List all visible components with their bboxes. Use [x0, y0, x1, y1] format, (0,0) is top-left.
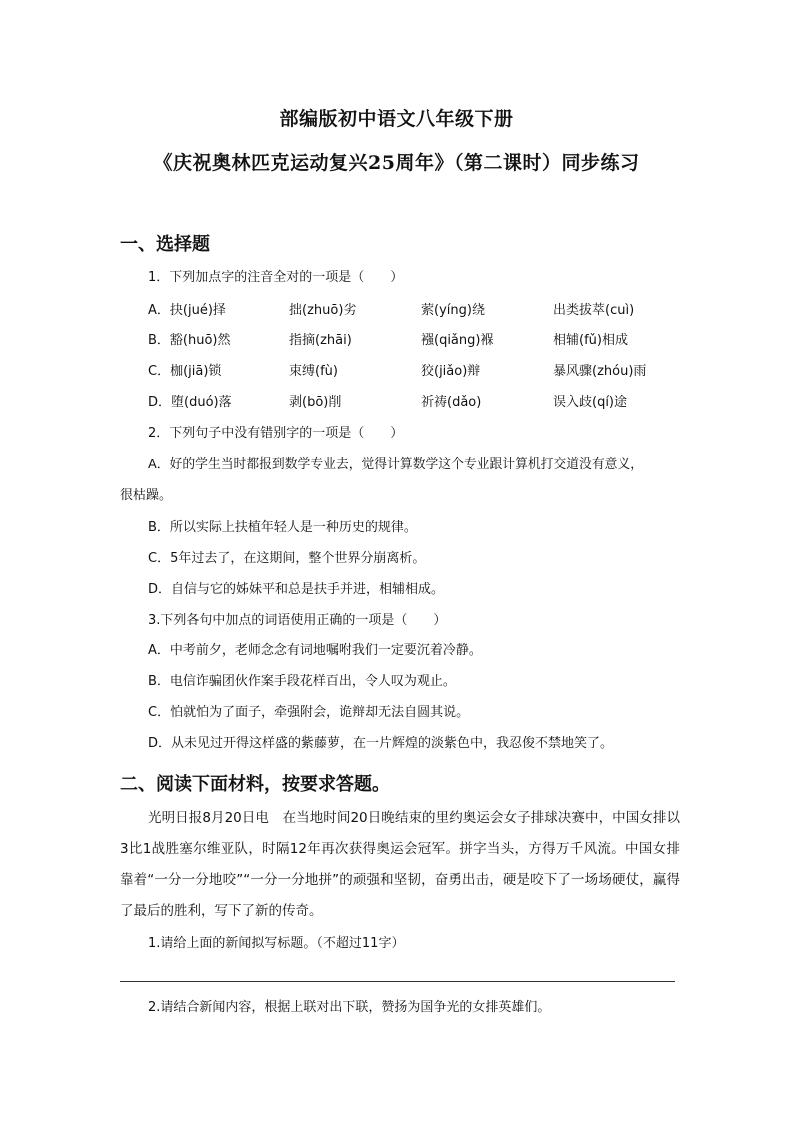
question-2-option-a: A．好的学生当时都报到数学专业去，觉得计算数学这个专业跟计算机打交道没有意义， — [148, 457, 644, 472]
question-2-option-b: B．所以实际上扶植年轻人是一种历史的规律。 — [148, 520, 417, 535]
option-item: 误入歧(qí)途 — [553, 395, 628, 410]
reading-question-2: 2.请结合新闻内容，根据上联对出下联，赞扬为国争光的女排英雄们。 — [148, 1000, 551, 1015]
question-2-stem: 2．下列句子中没有错别字的一项是（ ） — [148, 426, 404, 441]
question-1-option-d — [148, 391, 708, 411]
section-heading-choice: 一、选择题 — [120, 234, 210, 255]
reading-question-1: 1.请给上面的新闻拟写标题。（不超过11字） — [148, 936, 405, 951]
option-item: 狡(jiǎo)辩 — [421, 364, 481, 379]
page-subtitle: 《庆祝奥林匹克运动复兴25周年》（第二课时）同步练习 — [153, 152, 640, 174]
question-1-stem: 1．下列加点字的注音全对的一项是（ ） — [148, 270, 404, 285]
option-item: 束缚(fù) — [289, 364, 338, 379]
option-item: 相辅(fǔ)相成 — [553, 333, 628, 348]
question-1-option-a — [148, 299, 708, 319]
option-item: C．枷(jiā)锁 — [148, 364, 222, 379]
option-item: 襁(qiǎng)褓 — [421, 333, 494, 348]
section-heading-reading: 二、阅读下面材料，按要求答题。 — [120, 774, 390, 795]
question-3-stem: 3.下列各句中加点的词语使用正确的一项是（ ） — [148, 613, 447, 628]
question-2-option-a-cont: 很枯躁。 — [120, 488, 173, 503]
option-item: 剥(bō)削 — [289, 395, 342, 410]
option-item: D．堕(duó)落 — [148, 395, 232, 410]
option-item: A．抉(jué)择 — [148, 303, 226, 318]
question-3-option-d: D．从未见过开得这样盛的紫藤萝，在一片辉煌的淡紫色中，我忍俊不禁地笑了。 — [148, 736, 614, 751]
question-3-option-c: C．怕就怕为了面子，牵强附会，诡辩却无法自圆其说。 — [148, 705, 470, 720]
question-2-option-d: D．自信与它的姊妹平和总是扶手并进，相辅相成。 — [148, 582, 445, 597]
question-3-option-a: A．中考前夕，老师念念有词地嘱咐我们一定要沉着冷静。 — [148, 643, 482, 658]
option-item: 暴风骤(zhóu)雨 — [553, 364, 647, 379]
question-1-option-b — [148, 329, 708, 349]
question-1-option-c — [148, 360, 708, 380]
option-item: 拙(zhuō)劣 — [289, 303, 357, 318]
option-item: 祈祷(dǎo) — [421, 395, 482, 410]
page-title: 部编版初中语文八年级下册 — [279, 108, 514, 130]
question-2-option-c: C．5年过去了，在这期间，整个世界分崩离析。 — [148, 551, 426, 566]
option-item: 萦(yíng)绕 — [421, 303, 485, 318]
answer-line[interactable] — [120, 981, 675, 982]
option-item: 指摘(zhāi) — [289, 333, 352, 348]
question-3-option-b: B．电信诈骗团伙作案手段花样百出，令人叹为观止。 — [148, 674, 456, 689]
reading-passage: 光明日报8月20日电 在当地时间20日晚结束的里约奥运会女子排球决赛中，中国女排以3比1战胜塞尔维亚队，时隔12年再次获得奥运会冠军。拼字当头，方得万千风流。中国女排靠着“一分一分地咬”“一分一分地拼”的顽强和坚韧，奋勇出击，硬是咬下了一场场硬仗，赢得了最后的胜利，写下了新的传奇。 — [120, 810, 680, 919]
option-item: 出类拔萃(cuì) — [553, 303, 635, 318]
option-item: B．豁(huō)然 — [148, 333, 231, 348]
